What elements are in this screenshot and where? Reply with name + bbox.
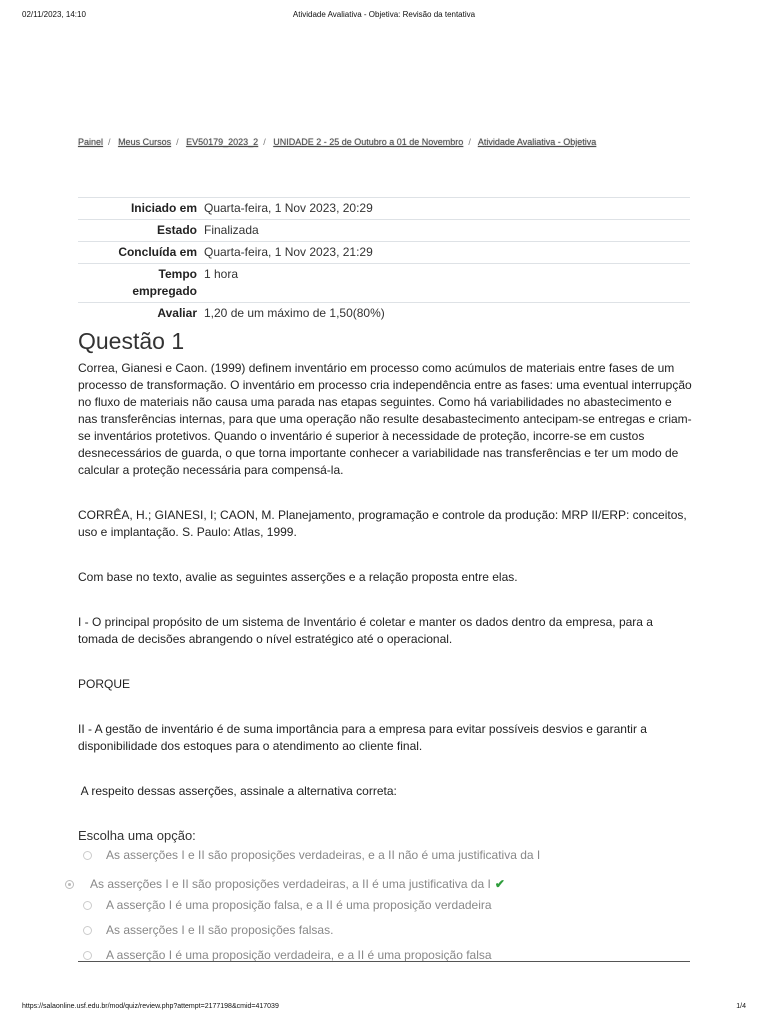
breadcrumb-separator: / — [468, 137, 471, 147]
assertion-one: I - O principal propósito de um sistema de Inventário é coletar e manter os dados dentro da empresa, para a tomada de decisões abrangendo o nível estratégico até o operacional. — [78, 615, 653, 646]
radio-button[interactable] — [83, 901, 92, 910]
question-reference: CORRÊA, H.; GIANESI, I; CAON, M. Planejamento, programação e controle da produção: MRP II/ERP: conceitos, uso e implantação. S. Paulo: Atlas, 1999. — [78, 508, 687, 539]
print-datetime: 02/11/2023, 14:10 — [22, 10, 86, 19]
summary-label: Concluída em — [118, 245, 197, 259]
summary-row — [78, 264, 690, 303]
answer-option[interactable] — [78, 947, 692, 972]
check-icon: ✔ — [494, 877, 505, 891]
breadcrumb-separator: / — [108, 137, 111, 147]
question-title: Questão 1 — [78, 328, 185, 354]
summary-label: Tempo empregado — [132, 267, 197, 298]
answer-options — [78, 847, 692, 972]
choose-option-label: Escolha uma opção: — [78, 828, 196, 843]
answer-option[interactable] — [78, 922, 692, 947]
summary-value: Quarta-feira, 1 Nov 2023, 21:29 — [204, 245, 373, 259]
breadcrumb-separator: / — [263, 137, 266, 147]
breadcrumb-separator: / — [176, 137, 179, 147]
answer-option[interactable] — [78, 847, 692, 872]
breadcrumb-unit[interactable]: UNIDADE 2 - 25 de Outubro a 01 de Novembro — [273, 137, 464, 147]
summary-row — [78, 198, 690, 220]
answer-label-wrap — [90, 876, 505, 893]
radio-button[interactable] — [83, 926, 92, 935]
breadcrumb-course[interactable]: EV50179_2023_2 — [186, 137, 259, 147]
assertion-two: II - A gestão de inventário é de suma importância para a empresa para evitar possíveis desvios e garantir a disponibilidade dos estoques para o atendimento ao cliente final. — [78, 722, 647, 753]
print-header — [22, 10, 746, 24]
answer-option-selected[interactable] — [78, 872, 692, 897]
attempt-summary-table — [78, 197, 690, 324]
print-title: Atividade Avaliativa - Objetiva: Revisão da tentativa — [292, 10, 476, 19]
question-paragraph: Correa, Gianesi e Caon. (1999) definem inventário em processo como acúmulos de materiais entre fases de um processo de transformação. O inventário em processo cria independência entre as fases: uma eventual interrupção no fluxo de materiais não causa uma parada nas etapas seguintes. Como há variabilidades no abastecimento e nas transferências internas, para que uma operação não resulte desabastecimento antecipam-se entregas e criam-se inventários protetivos. Quando o inventário é superior à necessidade de proteção, incorre-se em custos desnecessários de guarda, o que torna importante conhecer a variabilidade nas transferências e ter um modo de calcular a proteção necessária para compensá-la. — [78, 361, 692, 477]
print-footer — [22, 1003, 746, 1017]
answer-option[interactable] — [78, 897, 692, 922]
question-block — [78, 326, 692, 972]
answer-label: A asserção I é uma proposição verdadeira, e a II é uma proposição falsa — [106, 948, 492, 962]
summary-value: 1 hora — [204, 267, 239, 281]
breadcrumb-activity[interactable]: Atividade Avaliativa - Objetiva — [477, 137, 597, 147]
summary-label: Estado — [156, 223, 197, 237]
question-paragraph: Com base no texto, avalie as seguintes asserções e a relação proposta entre elas. — [78, 570, 518, 584]
radio-button[interactable] — [83, 851, 92, 860]
question-divider — [78, 961, 690, 962]
summary-label: Iniciado em — [130, 201, 197, 215]
page-number: 1/4 — [736, 1003, 746, 1010]
question-prompt: A respeito dessas asserções, assinale a alternativa correta: — [78, 784, 397, 798]
summary-value: 1,20 de um máximo de 1,50(80%) — [204, 306, 385, 320]
summary-value: Quarta-feira, 1 Nov 2023, 20:29 — [204, 201, 373, 215]
radio-button-checked[interactable] — [65, 880, 74, 889]
porque-connector: PORQUE — [78, 677, 131, 691]
summary-label: Avaliar — [157, 306, 197, 320]
question-text — [78, 360, 692, 800]
radio-button[interactable] — [83, 951, 92, 960]
summary-row — [78, 220, 690, 242]
answer-label: As asserções I e II são proposições falsas. — [106, 923, 334, 937]
breadcrumb — [78, 137, 596, 147]
answer-label: A asserção I é uma proposição falsa, e a II é uma proposição verdadeira — [106, 898, 492, 912]
summary-row — [78, 242, 690, 264]
breadcrumb-meus-cursos[interactable]: Meus Cursos — [118, 137, 172, 147]
answer-label: As asserções I e II são proposições verdadeiras, e a II não é uma justificativa da I — [106, 848, 541, 862]
summary-row — [78, 303, 690, 325]
summary-value: Finalizada — [204, 223, 259, 237]
answer-label: As asserções I e II são proposições verdadeiras, a II é uma justificativa da I — [90, 877, 491, 891]
breadcrumb-painel[interactable]: Painel — [78, 137, 104, 147]
print-url: https://salaonline.usf.edu.br/mod/quiz/review.php?attempt=2177198&cmid=417039 — [22, 1003, 279, 1010]
